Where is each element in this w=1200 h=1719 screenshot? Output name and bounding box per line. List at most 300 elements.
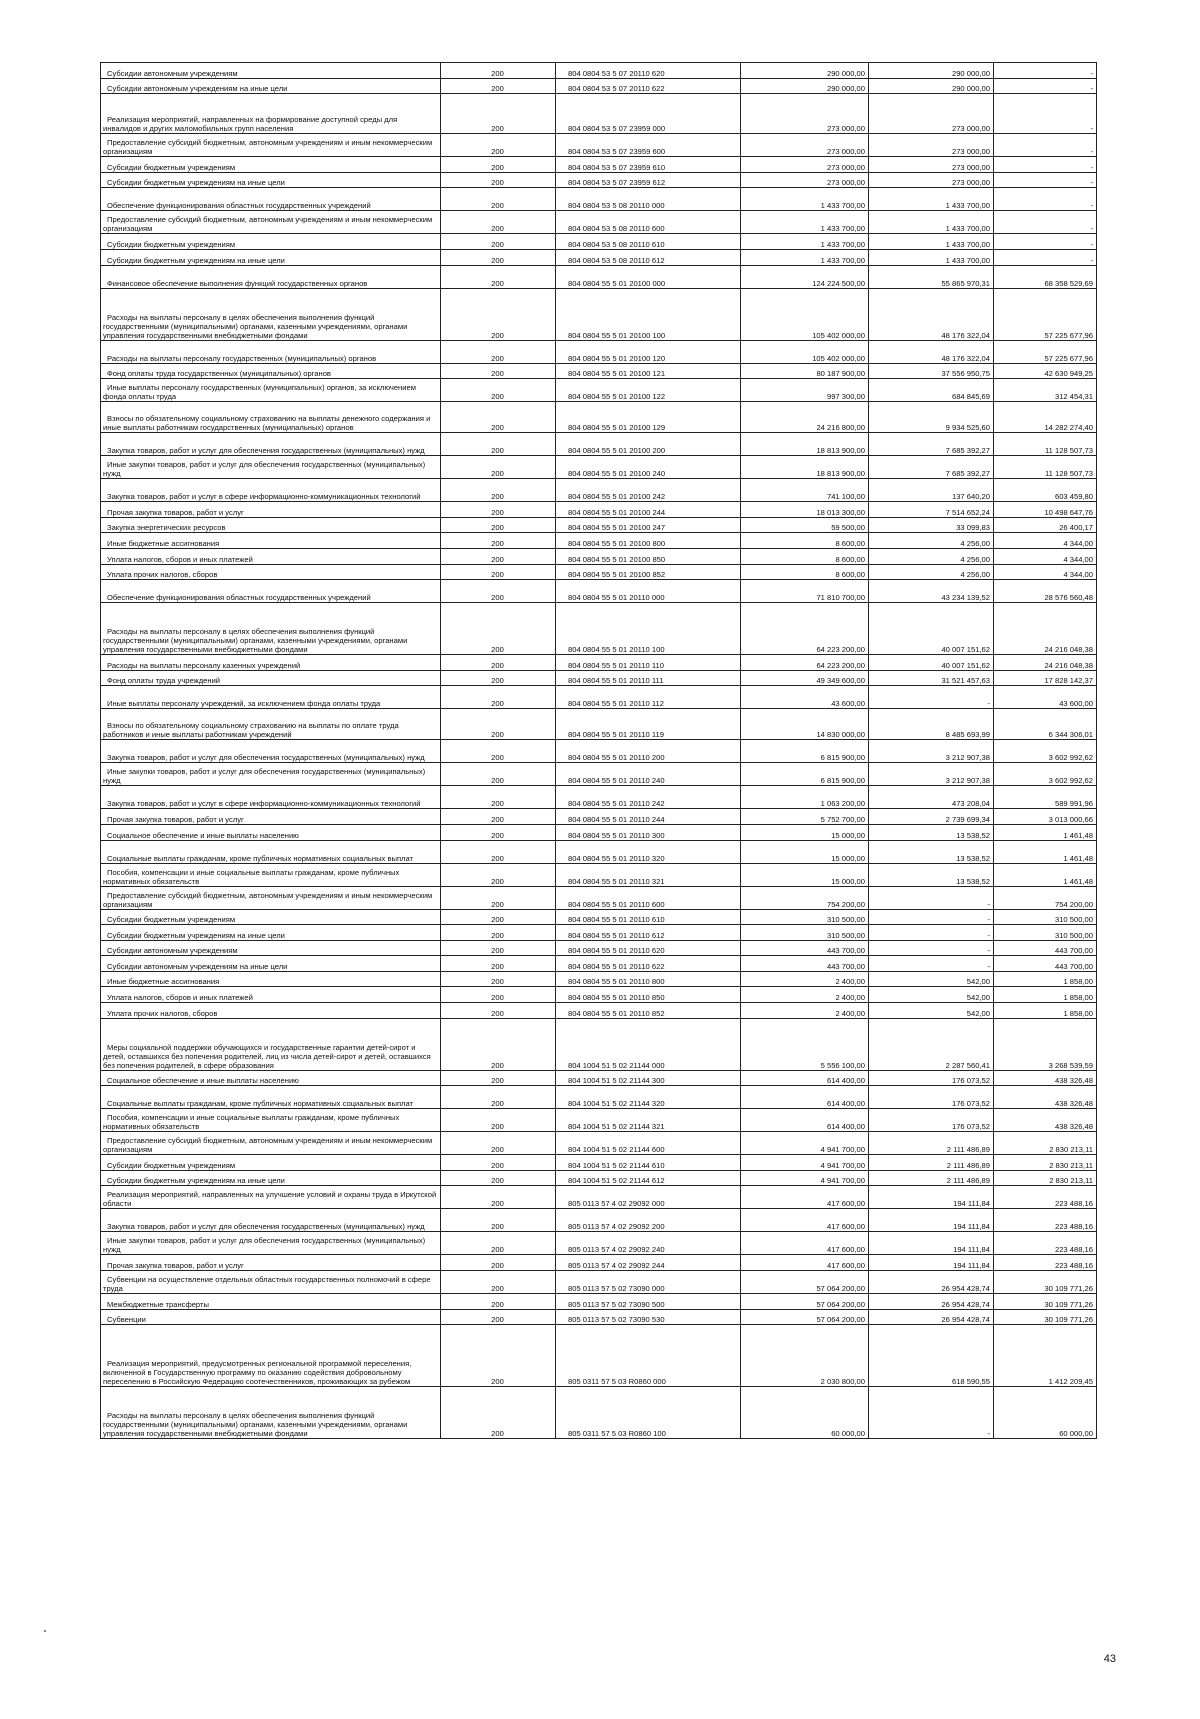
row-executed-cell: 273 000,00	[869, 134, 994, 157]
row-unexecuted-cell: 223 488,16	[994, 1209, 1097, 1232]
row-code-cell: 200	[441, 1209, 556, 1232]
table-row	[101, 1070, 1097, 1086]
row-kbk-cell: 804 0804 53 5 08 20110 612	[556, 249, 741, 265]
row-name-cell: Иные бюджетные ассигнования	[101, 533, 441, 549]
row-name-cell: Иные бюджетные ассигнования	[101, 971, 441, 987]
row-code-cell: 200	[441, 786, 556, 809]
table-row	[101, 379, 1097, 402]
row-approved-cell: 310 500,00	[741, 909, 869, 925]
table-row	[101, 265, 1097, 288]
row-code-cell: 200	[441, 288, 556, 340]
row-kbk-cell: 805 0311 57 5 03 R0860 100	[556, 1387, 741, 1439]
table-row	[101, 211, 1097, 234]
budget-report-sheet	[100, 62, 1096, 1439]
row-executed-cell: 48 176 322,04	[869, 340, 994, 363]
row-approved-cell: 57 064 200,00	[741, 1294, 869, 1310]
table-row	[101, 655, 1097, 671]
row-approved-cell: 15 000,00	[741, 840, 869, 863]
table-row	[101, 363, 1097, 379]
row-code-cell: 200	[441, 1186, 556, 1209]
row-approved-cell: 6 815 900,00	[741, 740, 869, 763]
table-row	[101, 1255, 1097, 1271]
row-unexecuted-cell: 438 326,48	[994, 1086, 1097, 1109]
table-row	[101, 809, 1097, 825]
row-name-cell: Расходы на выплаты персоналу в целях обеспечения выполнения функций государственными (муниципальными) органами, казенными учреждениями, органами управления государственными внебюджетными фондами	[101, 603, 441, 655]
row-kbk-cell: 804 1004 51 5 02 21144 321	[556, 1109, 741, 1132]
row-kbk-cell: 805 0113 57 5 02 73090 530	[556, 1309, 741, 1325]
row-name-cell: Субсидии бюджетным учреждениям	[101, 234, 441, 250]
table-row	[101, 548, 1097, 564]
row-name-cell: Взносы по обязательному социальному страхованию на выплаты денежного содержания и иные выплаты работникам государственных (муниципальных) органов	[101, 402, 441, 433]
row-unexecuted-cell: 4 344,00	[994, 564, 1097, 580]
row-executed-cell: 290 000,00	[869, 78, 994, 94]
row-kbk-cell: 804 0804 55 5 01 20110 242	[556, 786, 741, 809]
row-unexecuted-cell: -	[994, 94, 1097, 134]
row-name-cell: Прочая закупка товаров, работ и услуг	[101, 1255, 441, 1271]
row-code-cell: 200	[441, 1387, 556, 1439]
row-code-cell: 200	[441, 564, 556, 580]
table-row	[101, 288, 1097, 340]
row-code-cell: 200	[441, 987, 556, 1003]
row-name-cell: Субвенции	[101, 1309, 441, 1325]
row-name-cell: Субсидии бюджетным учреждениям на иные цели	[101, 172, 441, 188]
row-kbk-cell: 804 0804 55 5 01 20100 240	[556, 456, 741, 479]
row-code-cell: 200	[441, 1170, 556, 1186]
table-row	[101, 1186, 1097, 1209]
row-executed-cell: 176 073,52	[869, 1070, 994, 1086]
table-row	[101, 603, 1097, 655]
row-name-cell: Социальные выплаты гражданам, кроме публичных нормативных социальных выплат	[101, 1086, 441, 1109]
row-executed-cell: 40 007 151,62	[869, 655, 994, 671]
row-executed-cell: -	[869, 925, 994, 941]
row-name-cell: Предоставление субсидий бюджетным, автономным учреждениям и иным некоммерческим организациям	[101, 211, 441, 234]
table-row	[101, 134, 1097, 157]
row-name-cell: Закупка энергетических ресурсов	[101, 517, 441, 533]
row-approved-cell: 4 941 700,00	[741, 1132, 869, 1155]
row-name-cell: Уплата прочих налогов, сборов	[101, 1003, 441, 1019]
row-approved-cell: 2 400,00	[741, 971, 869, 987]
row-code-cell: 200	[441, 1271, 556, 1294]
row-unexecuted-cell: 11 128 507,73	[994, 456, 1097, 479]
table-row	[101, 533, 1097, 549]
row-kbk-cell: 804 0804 55 5 01 20110 100	[556, 603, 741, 655]
row-unexecuted-cell: 11 128 507,73	[994, 433, 1097, 456]
row-name-cell: Субсидии бюджетным учреждениям	[101, 1155, 441, 1171]
row-kbk-cell: 804 0804 53 5 07 23959 000	[556, 94, 741, 134]
table-row	[101, 94, 1097, 134]
row-kbk-cell: 805 0311 57 5 03 R0860 000	[556, 1325, 741, 1387]
row-executed-cell: 13 538,52	[869, 863, 994, 886]
table-row	[101, 740, 1097, 763]
row-name-cell: Иные выплаты персоналу государственных (муниципальных) органов, за исключением фонда оплаты труда	[101, 379, 441, 402]
row-approved-cell: 8 600,00	[741, 548, 869, 564]
row-unexecuted-cell: 310 500,00	[994, 925, 1097, 941]
row-unexecuted-cell: 3 602 992,62	[994, 740, 1097, 763]
row-unexecuted-cell: 43 600,00	[994, 686, 1097, 709]
row-name-cell: Прочая закупка товаров, работ и услуг	[101, 502, 441, 518]
row-kbk-cell: 804 0804 53 5 07 23959 600	[556, 134, 741, 157]
row-name-cell: Субвенции на осуществление отдельных областных государственных полномочий в сфере труда	[101, 1271, 441, 1294]
row-executed-cell: 31 521 457,63	[869, 670, 994, 686]
row-approved-cell: 43 600,00	[741, 686, 869, 709]
budget-execution-table	[100, 62, 1097, 1439]
row-kbk-cell: 804 0804 55 5 01 20100 122	[556, 379, 741, 402]
row-unexecuted-cell: 443 700,00	[994, 940, 1097, 956]
row-kbk-cell: 804 0804 53 5 08 20110 610	[556, 234, 741, 250]
row-executed-cell: 2 111 486,89	[869, 1170, 994, 1186]
table-row	[101, 840, 1097, 863]
row-kbk-cell: 804 0804 55 5 01 20100 850	[556, 548, 741, 564]
row-code-cell: 200	[441, 809, 556, 825]
row-approved-cell: 273 000,00	[741, 157, 869, 173]
row-executed-cell: 473 208,04	[869, 786, 994, 809]
row-approved-cell: 443 700,00	[741, 956, 869, 972]
row-approved-cell: 614 400,00	[741, 1070, 869, 1086]
row-unexecuted-cell: -	[994, 188, 1097, 211]
row-kbk-cell: 804 0804 55 5 01 20100 852	[556, 564, 741, 580]
table-row	[101, 863, 1097, 886]
row-name-cell: Закупка товаров, работ и услуг для обеспечения государственных (муниципальных) нужд	[101, 433, 441, 456]
row-name-cell: Реализация мероприятий, направленных на формирование доступной среды для инвалидов и других маломобильных групп населения	[101, 94, 441, 134]
row-name-cell: Обеспечение функционирования областных государственных учреждений	[101, 580, 441, 603]
row-unexecuted-cell: -	[994, 157, 1097, 173]
row-approved-cell: 1 433 700,00	[741, 188, 869, 211]
row-kbk-cell: 805 0113 57 5 02 73090 000	[556, 1271, 741, 1294]
table-row	[101, 987, 1097, 1003]
row-unexecuted-cell: 1 461,48	[994, 824, 1097, 840]
row-executed-cell: 13 538,52	[869, 840, 994, 863]
row-name-cell: Меры социальной поддержки обучающихся и государственные гарантии детей-сирот и детей, оставшихся без попечения родителей, лиц из числа детей-сирот и детей, оставшихся без попечения родителей, в сфере образования	[101, 1018, 441, 1070]
row-unexecuted-cell: 24 216 048,38	[994, 603, 1097, 655]
row-approved-cell: 417 600,00	[741, 1186, 869, 1209]
row-kbk-cell: 804 1004 51 5 02 21144 320	[556, 1086, 741, 1109]
row-executed-cell: 9 934 525,60	[869, 402, 994, 433]
row-unexecuted-cell: 223 488,16	[994, 1255, 1097, 1271]
row-name-cell: Иные закупки товаров, работ и услуг для обеспечения государственных (муниципальных) нужд	[101, 456, 441, 479]
table-row	[101, 172, 1097, 188]
row-executed-cell: 40 007 151,62	[869, 603, 994, 655]
row-name-cell: Расходы на выплаты персоналу в целях обеспечения выполнения функций государственными (муниципальными) органами, казенными учреждениями, органами управления государственными внебюджетными фондами	[101, 1387, 441, 1439]
row-approved-cell: 80 187 900,00	[741, 363, 869, 379]
table-row	[101, 1109, 1097, 1132]
row-approved-cell: 18 813 900,00	[741, 456, 869, 479]
row-unexecuted-cell: -	[994, 172, 1097, 188]
row-executed-cell: 1 433 700,00	[869, 249, 994, 265]
row-kbk-cell: 804 0804 55 5 01 20110 110	[556, 655, 741, 671]
row-unexecuted-cell: 312 454,31	[994, 379, 1097, 402]
row-approved-cell: 443 700,00	[741, 940, 869, 956]
row-kbk-cell: 804 0804 55 5 01 20110 852	[556, 1003, 741, 1019]
table-row	[101, 1003, 1097, 1019]
row-approved-cell: 71 810 700,00	[741, 580, 869, 603]
row-name-cell: Субсидии бюджетным учреждениям на иные цели	[101, 249, 441, 265]
row-code-cell: 200	[441, 670, 556, 686]
row-kbk-cell: 804 0804 53 5 08 20110 600	[556, 211, 741, 234]
row-executed-cell: 7 685 392,27	[869, 433, 994, 456]
row-approved-cell: 1 433 700,00	[741, 211, 869, 234]
row-approved-cell: 273 000,00	[741, 134, 869, 157]
row-name-cell: Субсидии автономным учреждениям на иные цели	[101, 956, 441, 972]
row-executed-cell: -	[869, 909, 994, 925]
row-name-cell: Закупка товаров, работ и услуг в сфере информационно-коммуникационных технологий	[101, 479, 441, 502]
row-approved-cell: 8 600,00	[741, 533, 869, 549]
row-executed-cell: 1 433 700,00	[869, 234, 994, 250]
row-unexecuted-cell: 57 225 677,96	[994, 288, 1097, 340]
row-executed-cell: -	[869, 886, 994, 909]
row-unexecuted-cell: 1 858,00	[994, 1003, 1097, 1019]
table-row	[101, 709, 1097, 740]
row-kbk-cell: 805 0113 57 4 02 29092 000	[556, 1186, 741, 1209]
row-name-cell: Субсидии бюджетным учреждениям на иные цели	[101, 925, 441, 941]
table-row	[101, 1387, 1097, 1439]
row-approved-cell: 1 433 700,00	[741, 249, 869, 265]
row-kbk-cell: 805 0113 57 4 02 29092 200	[556, 1209, 741, 1232]
row-kbk-cell: 804 0804 55 5 01 20100 247	[556, 517, 741, 533]
row-name-cell: Социальное обеспечение и иные выплаты населению	[101, 1070, 441, 1086]
row-kbk-cell: 804 0804 55 5 01 20110 612	[556, 925, 741, 941]
row-approved-cell: 417 600,00	[741, 1209, 869, 1232]
table-body	[101, 63, 1097, 1439]
row-kbk-cell: 804 0804 55 5 01 20110 321	[556, 863, 741, 886]
row-code-cell: 200	[441, 863, 556, 886]
row-executed-cell: 8 485 693,99	[869, 709, 994, 740]
row-name-cell: Реализация мероприятий, направленных на улучшение условий и охраны труда в Иркутской области	[101, 1186, 441, 1209]
table-row	[101, 886, 1097, 909]
row-executed-cell: 37 556 950,75	[869, 363, 994, 379]
table-row	[101, 456, 1097, 479]
table-row	[101, 517, 1097, 533]
row-unexecuted-cell: 24 216 048,38	[994, 655, 1097, 671]
row-name-cell: Обеспечение функционирования областных государственных учреждений	[101, 188, 441, 211]
row-code-cell: 200	[441, 1109, 556, 1132]
row-code-cell: 200	[441, 249, 556, 265]
row-name-cell: Расходы на выплаты персоналу в целях обеспечения выполнения функций государственными (муниципальными) органами, казенными учреждениями, органами управления государственными внебюджетными фондами	[101, 288, 441, 340]
row-code-cell: 200	[441, 1155, 556, 1171]
row-executed-cell: 2 111 486,89	[869, 1132, 994, 1155]
row-kbk-cell: 804 0804 55 5 01 20100 242	[556, 479, 741, 502]
row-executed-cell: 618 590,55	[869, 1325, 994, 1387]
row-name-cell: Субсидии бюджетным учреждениям	[101, 909, 441, 925]
table-row	[101, 234, 1097, 250]
row-executed-cell: 4 256,00	[869, 564, 994, 580]
table-row	[101, 63, 1097, 79]
row-executed-cell: 542,00	[869, 971, 994, 987]
row-approved-cell: 59 500,00	[741, 517, 869, 533]
table-row	[101, 433, 1097, 456]
row-code-cell: 200	[441, 134, 556, 157]
row-name-cell: Субсидии автономным учреждениям	[101, 940, 441, 956]
row-approved-cell: 2 400,00	[741, 987, 869, 1003]
row-approved-cell: 18 013 300,00	[741, 502, 869, 518]
row-code-cell: 200	[441, 956, 556, 972]
row-unexecuted-cell: 3 268 539,59	[994, 1018, 1097, 1070]
row-unexecuted-cell: 2 830 213,11	[994, 1155, 1097, 1171]
row-kbk-cell: 805 0113 57 4 02 29092 244	[556, 1255, 741, 1271]
row-unexecuted-cell: 4 344,00	[994, 548, 1097, 564]
row-approved-cell: 997 300,00	[741, 379, 869, 402]
row-name-cell: Расходы на выплаты персоналу казенных учреждений	[101, 655, 441, 671]
table-row	[101, 763, 1097, 786]
row-name-cell: Пособия, компенсации и иные социальные выплаты гражданам, кроме публичных нормативных обязательств	[101, 863, 441, 886]
row-approved-cell: 2 030 800,00	[741, 1325, 869, 1387]
row-executed-cell: 2 739 699,34	[869, 809, 994, 825]
row-code-cell: 200	[441, 824, 556, 840]
row-unexecuted-cell: 30 109 771,26	[994, 1309, 1097, 1325]
row-unexecuted-cell: -	[994, 63, 1097, 79]
row-executed-cell: 194 111,84	[869, 1255, 994, 1271]
row-unexecuted-cell: 30 109 771,26	[994, 1294, 1097, 1310]
table-row	[101, 1271, 1097, 1294]
table-row	[101, 1232, 1097, 1255]
table-row	[101, 786, 1097, 809]
row-kbk-cell: 804 0804 53 5 07 23959 610	[556, 157, 741, 173]
row-code-cell: 200	[441, 63, 556, 79]
row-approved-cell: 64 223 200,00	[741, 655, 869, 671]
row-executed-cell: 273 000,00	[869, 172, 994, 188]
row-code-cell: 200	[441, 340, 556, 363]
row-unexecuted-cell: 438 326,48	[994, 1070, 1097, 1086]
table-row	[101, 940, 1097, 956]
row-kbk-cell: 804 0804 55 5 01 20100 800	[556, 533, 741, 549]
table-row	[101, 925, 1097, 941]
row-code-cell: 200	[441, 379, 556, 402]
row-unexecuted-cell: 3 602 992,62	[994, 763, 1097, 786]
row-kbk-cell: 804 0804 55 5 01 20110 200	[556, 740, 741, 763]
row-approved-cell: 49 349 600,00	[741, 670, 869, 686]
table-row	[101, 1018, 1097, 1070]
table-row	[101, 686, 1097, 709]
row-unexecuted-cell: 26 400,17	[994, 517, 1097, 533]
row-code-cell: 200	[441, 94, 556, 134]
row-kbk-cell: 804 0804 55 5 01 20100 100	[556, 288, 741, 340]
row-approved-cell: 8 600,00	[741, 564, 869, 580]
row-approved-cell: 4 941 700,00	[741, 1170, 869, 1186]
row-approved-cell: 310 500,00	[741, 925, 869, 941]
row-unexecuted-cell: 438 326,48	[994, 1109, 1097, 1132]
row-kbk-cell: 804 0804 55 5 01 20110 244	[556, 809, 741, 825]
row-executed-cell: 176 073,52	[869, 1109, 994, 1132]
row-executed-cell: 7 514 652,24	[869, 502, 994, 518]
row-code-cell: 200	[441, 1255, 556, 1271]
row-code-cell: 200	[441, 188, 556, 211]
row-unexecuted-cell: -	[994, 234, 1097, 250]
row-name-cell: Финансовое обеспечение выполнения функций государственных органов	[101, 265, 441, 288]
row-unexecuted-cell: 1 858,00	[994, 971, 1097, 987]
row-approved-cell: 2 400,00	[741, 1003, 869, 1019]
row-approved-cell: 417 600,00	[741, 1232, 869, 1255]
row-executed-cell: 26 954 428,74	[869, 1294, 994, 1310]
row-approved-cell: 273 000,00	[741, 94, 869, 134]
row-approved-cell: 6 815 900,00	[741, 763, 869, 786]
row-code-cell: 200	[441, 1294, 556, 1310]
table-row	[101, 1086, 1097, 1109]
row-kbk-cell: 804 0804 55 5 01 20110 240	[556, 763, 741, 786]
row-executed-cell: 2 111 486,89	[869, 1155, 994, 1171]
row-name-cell: Фонд оплаты труда государственных (муниципальных) органов	[101, 363, 441, 379]
row-code-cell: 200	[441, 211, 556, 234]
row-name-cell: Пособия, компенсации и иные социальные выплаты гражданам, кроме публичных нормативных обязательств	[101, 1109, 441, 1132]
row-unexecuted-cell: 68 358 529,69	[994, 265, 1097, 288]
row-approved-cell: 1 433 700,00	[741, 234, 869, 250]
row-approved-cell: 4 941 700,00	[741, 1155, 869, 1171]
row-name-cell: Закупка товаров, работ и услуг в сфере информационно-коммуникационных технологий	[101, 786, 441, 809]
row-executed-cell: -	[869, 686, 994, 709]
row-executed-cell: 43 234 139,52	[869, 580, 994, 603]
row-name-cell: Предоставление субсидий бюджетным, автономным учреждениям и иным некоммерческим организациям	[101, 886, 441, 909]
row-code-cell: 200	[441, 1086, 556, 1109]
row-approved-cell: 57 064 200,00	[741, 1271, 869, 1294]
row-approved-cell: 290 000,00	[741, 63, 869, 79]
table-row	[101, 1170, 1097, 1186]
row-executed-cell: 194 111,84	[869, 1232, 994, 1255]
row-executed-cell: 26 954 428,74	[869, 1271, 994, 1294]
row-code-cell: 200	[441, 456, 556, 479]
row-kbk-cell: 804 0804 55 5 01 20110 850	[556, 987, 741, 1003]
row-name-cell: Уплата прочих налогов, сборов	[101, 564, 441, 580]
row-approved-cell: 14 830 000,00	[741, 709, 869, 740]
row-kbk-cell: 804 0804 55 5 01 20110 111	[556, 670, 741, 686]
row-approved-cell: 24 216 800,00	[741, 402, 869, 433]
row-approved-cell: 417 600,00	[741, 1255, 869, 1271]
row-executed-cell: 194 111,84	[869, 1209, 994, 1232]
row-name-cell: Предоставление субсидий бюджетным, автономным учреждениям и иным некоммерческим организациям	[101, 1132, 441, 1155]
row-executed-cell: 542,00	[869, 1003, 994, 1019]
row-unexecuted-cell: -	[994, 211, 1097, 234]
row-code-cell: 200	[441, 157, 556, 173]
row-executed-cell: 176 073,52	[869, 1086, 994, 1109]
row-unexecuted-cell: 589 991,96	[994, 786, 1097, 809]
row-kbk-cell: 804 0804 53 5 07 20110 620	[556, 63, 741, 79]
row-code-cell: 200	[441, 78, 556, 94]
row-name-cell: Субсидии бюджетным учреждениям на иные цели	[101, 1170, 441, 1186]
row-name-cell: Уплата налогов, сборов и иных платежей	[101, 987, 441, 1003]
row-name-cell: Иные закупки товаров, работ и услуг для обеспечения государственных (муниципальных) нужд	[101, 763, 441, 786]
table-row	[101, 78, 1097, 94]
row-unexecuted-cell: 3 013 000,66	[994, 809, 1097, 825]
row-name-cell: Субсидии автономным учреждениям на иные цели	[101, 78, 441, 94]
row-executed-cell: 55 865 970,31	[869, 265, 994, 288]
scan-artifact	[44, 1630, 46, 1632]
table-row	[101, 824, 1097, 840]
row-kbk-cell: 804 0804 55 5 01 20100 200	[556, 433, 741, 456]
row-unexecuted-cell: 223 488,16	[994, 1232, 1097, 1255]
table-row	[101, 580, 1097, 603]
row-kbk-cell: 804 0804 55 5 01 20110 620	[556, 940, 741, 956]
row-name-cell: Межбюджетные трансферты	[101, 1294, 441, 1310]
row-code-cell: 200	[441, 940, 556, 956]
table-row	[101, 340, 1097, 363]
row-name-cell: Фонд оплаты труда учреждений	[101, 670, 441, 686]
row-approved-cell: 124 224 500,00	[741, 265, 869, 288]
row-unexecuted-cell: 2 830 213,11	[994, 1170, 1097, 1186]
table-row	[101, 971, 1097, 987]
row-executed-cell: 542,00	[869, 987, 994, 1003]
row-code-cell: 200	[441, 479, 556, 502]
row-unexecuted-cell: -	[994, 249, 1097, 265]
row-name-cell: Иные закупки товаров, работ и услуг для обеспечения государственных (муниципальных) нужд	[101, 1232, 441, 1255]
row-unexecuted-cell: 60 000,00	[994, 1387, 1097, 1439]
row-executed-cell: 26 954 428,74	[869, 1309, 994, 1325]
row-executed-cell: 273 000,00	[869, 94, 994, 134]
row-approved-cell: 105 402 000,00	[741, 288, 869, 340]
row-executed-cell: -	[869, 1387, 994, 1439]
row-unexecuted-cell: 1 412 209,45	[994, 1325, 1097, 1387]
row-name-cell: Уплата налогов, сборов и иных платежей	[101, 548, 441, 564]
row-code-cell: 200	[441, 709, 556, 740]
row-code-cell: 200	[441, 580, 556, 603]
row-unexecuted-cell: 1 461,48	[994, 863, 1097, 886]
row-code-cell: 200	[441, 886, 556, 909]
